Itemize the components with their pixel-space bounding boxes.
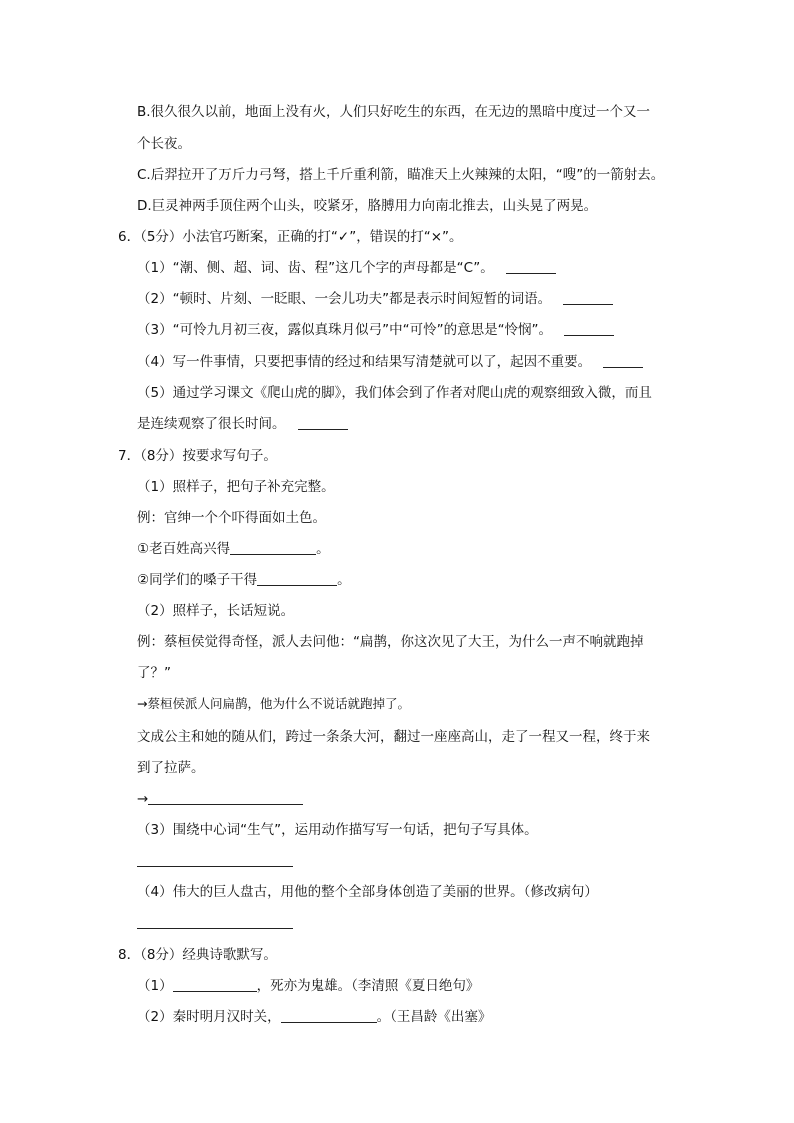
q8-item-1-prefix: （1） xyxy=(137,978,173,994)
q6-item-1 xyxy=(137,258,556,278)
q7-part2-task-line1: 文成公主和她的随从们，跨过一条条大河，翻过一座座高山，走了一程又一程，终于来 xyxy=(137,729,650,745)
q8-item-1 xyxy=(137,976,479,996)
q7-part1-instruction: （1）照样子，把句子补充完整。 xyxy=(137,479,335,495)
q5-option-d: D.巨灵神两手顶住两个山头，咬紧牙，胳膊用力向南北推去，山头晃了两晃。 xyxy=(137,198,598,214)
q6-item-3-text: （3）“可怜九月初三夜，露似真珠月似弓”中“可怜”的意思是“怜悯”。 xyxy=(137,322,553,338)
q7-part1-b-text: ②同学们的嗓子干得 xyxy=(137,572,258,588)
q5-option-c: C.后羿拉开了万斤力弓弩，搭上千斤重利箭，瞄准天上火辣辣的太阳，“嗖”的一箭射去。 xyxy=(137,167,665,183)
q6-item-1-text: （1）“潮、侧、超、词、齿、程”这几个字的声母都是“C”。 xyxy=(137,260,494,276)
q6-item-4-text: （4）写一件事情，只要把事情的经过和结果写清楚就可以了，起因不重要。 xyxy=(137,354,592,370)
period: 。 xyxy=(337,572,351,588)
answer-blank[interactable] xyxy=(257,571,337,586)
answer-blank[interactable] xyxy=(564,321,614,336)
q6-item-4 xyxy=(137,352,643,372)
answer-blank[interactable] xyxy=(173,977,257,992)
q7-part1-a-text: ①老百姓高兴得 xyxy=(137,541,231,557)
answer-blank[interactable] xyxy=(563,290,613,305)
q6-item-2 xyxy=(137,289,613,309)
q8-item-2 xyxy=(137,1007,491,1027)
q7-part2-instruction: （2）照样子，长话短说。 xyxy=(137,603,295,619)
q7-part1-b xyxy=(137,570,351,590)
q7-part2-task-line2: 到了拉萨。 xyxy=(137,760,205,776)
q8-item-1-suffix: ，死亦为鬼雄。（李清照《夏日绝句》 xyxy=(256,978,480,994)
q6-item-5: （5）通过学习课文《爬山虎的脚》，我们体会到了作者对爬山虎的观察细致入微，而且 xyxy=(137,385,652,401)
q7-part2-example-answer: →蔡桓侯派人问扁鹊，他为什么不说话就跑掉了。 xyxy=(137,696,410,711)
q7-part4-answer-blank[interactable] xyxy=(137,914,293,929)
q7-part1-a xyxy=(137,539,330,559)
q7-part2-answer-line xyxy=(137,789,303,809)
answer-blank[interactable] xyxy=(230,540,316,555)
q7-part4-instruction: （4）伟大的巨人盘古，用他的整个全部身体创造了美丽的世界。（修改病句） xyxy=(137,884,598,900)
q7-part2-example-line1: 例：蔡桓侯觉得奇怪，派人去问他：“扁鹊，你这次见了大王，为什么一声不响就跑掉 xyxy=(137,634,644,650)
q5-option-b-line2: 个长夜。 xyxy=(137,136,191,152)
answer-blank[interactable] xyxy=(281,1008,377,1023)
q6-item-3 xyxy=(137,320,614,340)
q5-option-b-line1: B.很久很久以前，地面上没有火，人们只好吃生的东西，在无边的黑暗中度过一个又一 xyxy=(137,104,651,120)
q7-part3-answer-blank[interactable] xyxy=(137,852,293,867)
period: 。 xyxy=(316,541,330,557)
q8-item-2-prefix: （2）秦时明月汉时关， xyxy=(137,1009,281,1025)
q6-item-5-cont xyxy=(137,414,348,434)
q6-item-2-text: （2）“顿时、片刻、一眨眼、一会儿功夫”都是表示时间短暂的词语。 xyxy=(137,291,552,307)
answer-blank[interactable] xyxy=(603,353,643,368)
q6-item-5-cont-text: 是连续观察了很长时间。 xyxy=(137,416,286,432)
q8-item-2-suffix: 。（王昌龄《出塞》 xyxy=(376,1009,492,1025)
q7-header: 7．（8分）按要求写句子。 xyxy=(118,448,277,464)
answer-blank[interactable] xyxy=(298,415,348,430)
q6-header: 6．（5分）小法官巧断案，正确的打“✓”，错误的打“×”。 xyxy=(118,229,463,245)
arrow: → xyxy=(137,791,149,807)
q7-part2-example-line2: 了？” xyxy=(137,665,171,681)
q7-part3-instruction: （3）围绕中心词“生气”，运用动作描写写一句话，把句子写具体。 xyxy=(137,822,538,838)
q8-header: 8．（8分）经典诗歌默写。 xyxy=(118,947,277,963)
q7-part1-example: 例：官绅一个个吓得面如土色。 xyxy=(137,510,326,526)
answer-blank[interactable] xyxy=(506,259,556,274)
answer-blank[interactable] xyxy=(148,790,303,805)
